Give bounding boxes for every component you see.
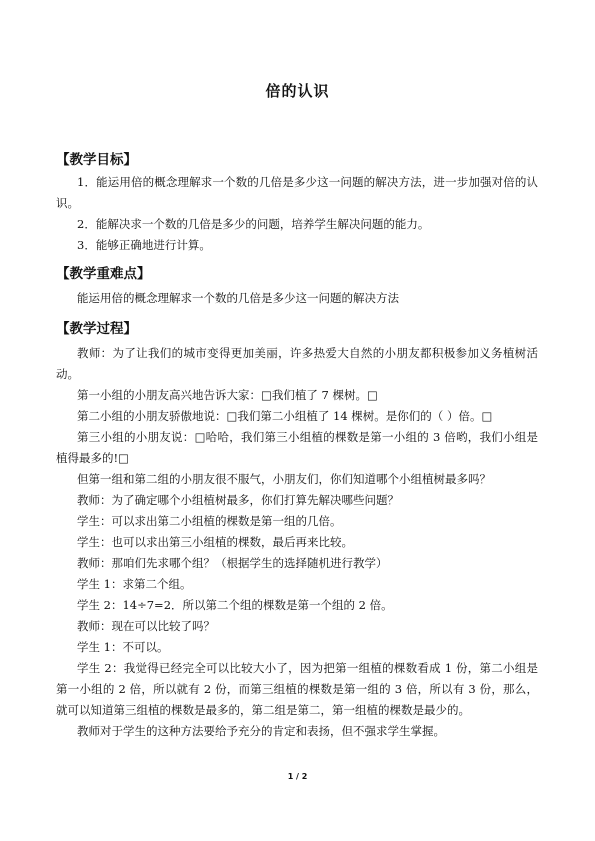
process-paragraph: 教师对于学生的这种方法要给予充分的肯定和表扬，但不强求学生掌握。 <box>77 724 445 738</box>
section-heading-goals: 【教学目标】 <box>56 152 137 168</box>
section-heading-process: 【教学过程】 <box>56 321 137 337</box>
process-paragraph: 学生 1：求第二个组。 <box>77 577 192 591</box>
page-title: 倍的认识 <box>265 82 330 100</box>
process-paragraph: 第二小组的小朋友骄傲地说：□我们第二小组植了 14 棵树。是你们的（ ）倍。□ <box>77 409 493 423</box>
process-paragraph: 学生：也可以求出第三小组植的棵数，最后再来比较。 <box>77 535 353 549</box>
process-paragraph: 但第一组和第二组的小朋友很不服气，小朋友们，你们知道哪个小组植树最多吗？ <box>77 472 491 486</box>
goal-item-3: 3．能够正确地进行计算。 <box>77 238 211 252</box>
process-paragraph: 教师：现在可以比较了吗？ <box>77 619 215 633</box>
process-paragraph: 教师：为了让我们的城市变得更加美丽，许多热爱大自然的小朋友都积极参加义务植树活动。 <box>56 346 538 381</box>
process-paragraph: 教师：为了确定哪个小组植树最多，你们打算先解决哪些问题？ <box>77 493 399 507</box>
process-paragraph: 教师：那咱们先求哪个组？（根据学生的选择随机进行教学） <box>77 556 388 570</box>
key-points-text: 能运用倍的概念理解求一个数的几倍是多少这一问题的解决方法 <box>77 291 399 305</box>
goal-item-2: 2．能解决求一个数的几倍是多少的问题，培养学生解决问题的能力。 <box>77 217 430 231</box>
process-paragraph: 第一小组的小朋友高兴地告诉大家：□我们植了 7 棵树。□ <box>77 388 378 402</box>
process-paragraph: 学生：可以求出第二小组植的棵数是第一组的几倍。 <box>77 514 342 528</box>
process-paragraph: 学生 2：我觉得已经完全可以比较大小了，因为把第一组植的棵数看成 1 份，第二小组是第一小组的 2 倍，所以就有 2 份，而第三组植的棵数是第一组的 3 倍，所以有 3 份，那么，就可以知道第三组植的棵数是最多的，第二组是第二，第一组植的棵数是最少的。 <box>56 661 538 717</box>
process-paragraph: 学生 2：14÷7=2．所以第二个组的棵数是第一个组的 2 倍。 <box>77 598 393 612</box>
process-paragraph: 学生 1：不可以。 <box>77 640 169 654</box>
process-paragraph: 第三小组的小朋友说：□哈哈，我们第三小组植的棵数是第一小组的 3 倍哟，我们小组是植得最多的!□ <box>56 430 538 465</box>
goal-item-1: 1．能运用倍的概念理解求一个数的几倍是多少这一问题的解决方法，进一步加强对倍的认识。 <box>56 175 538 210</box>
page-number: 1 / 2 <box>287 772 308 781</box>
section-heading-key-points: 【教学重难点】 <box>56 266 151 282</box>
